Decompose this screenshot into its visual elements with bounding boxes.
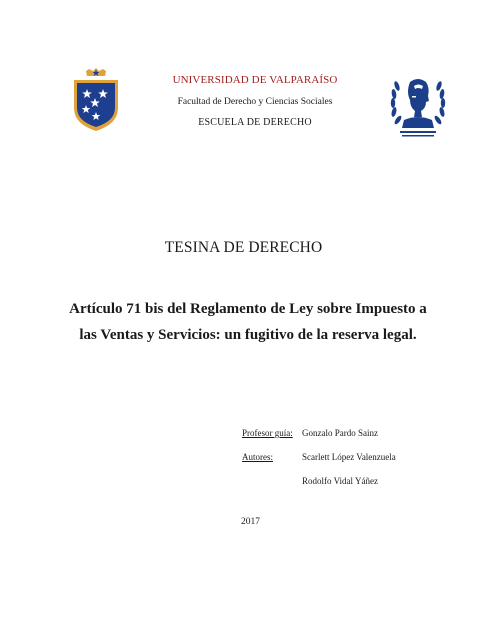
advisor-row	[242, 428, 396, 452]
faculty-seal-icon	[388, 74, 448, 138]
authors-row	[242, 452, 396, 476]
title-line: Artículo 71 bis del Reglamento de Ley sobre Impuesto a	[69, 301, 427, 317]
advisor-name: Gonzalo Pardo Sainz	[302, 428, 378, 438]
university-shield-icon	[72, 68, 120, 132]
document-type: TESINA DE DERECHO	[164, 239, 323, 256]
school-name: ESCUELA DE DERECHO	[198, 117, 312, 128]
authors-row-2	[242, 476, 396, 500]
advisor-label: Profesor guía:	[242, 428, 293, 438]
credits-block	[242, 428, 396, 500]
institution-header	[150, 74, 360, 128]
authors-label: Autores:	[242, 452, 273, 462]
title-line: las Ventas y Servicios: un fugitivo de la reserva legal.	[79, 327, 417, 343]
author-name: Scarlett López Valenzuela	[302, 452, 396, 462]
author-name: Rodolfo Vidal Yáñez	[302, 476, 378, 486]
faculty-name: Facultad de Derecho y Ciencias Sociales	[177, 97, 333, 107]
university-name: UNIVERSIDAD DE VALPARAÍSO	[172, 74, 338, 86]
thesis-title	[58, 296, 438, 348]
publication-year: 2017	[241, 517, 260, 527]
